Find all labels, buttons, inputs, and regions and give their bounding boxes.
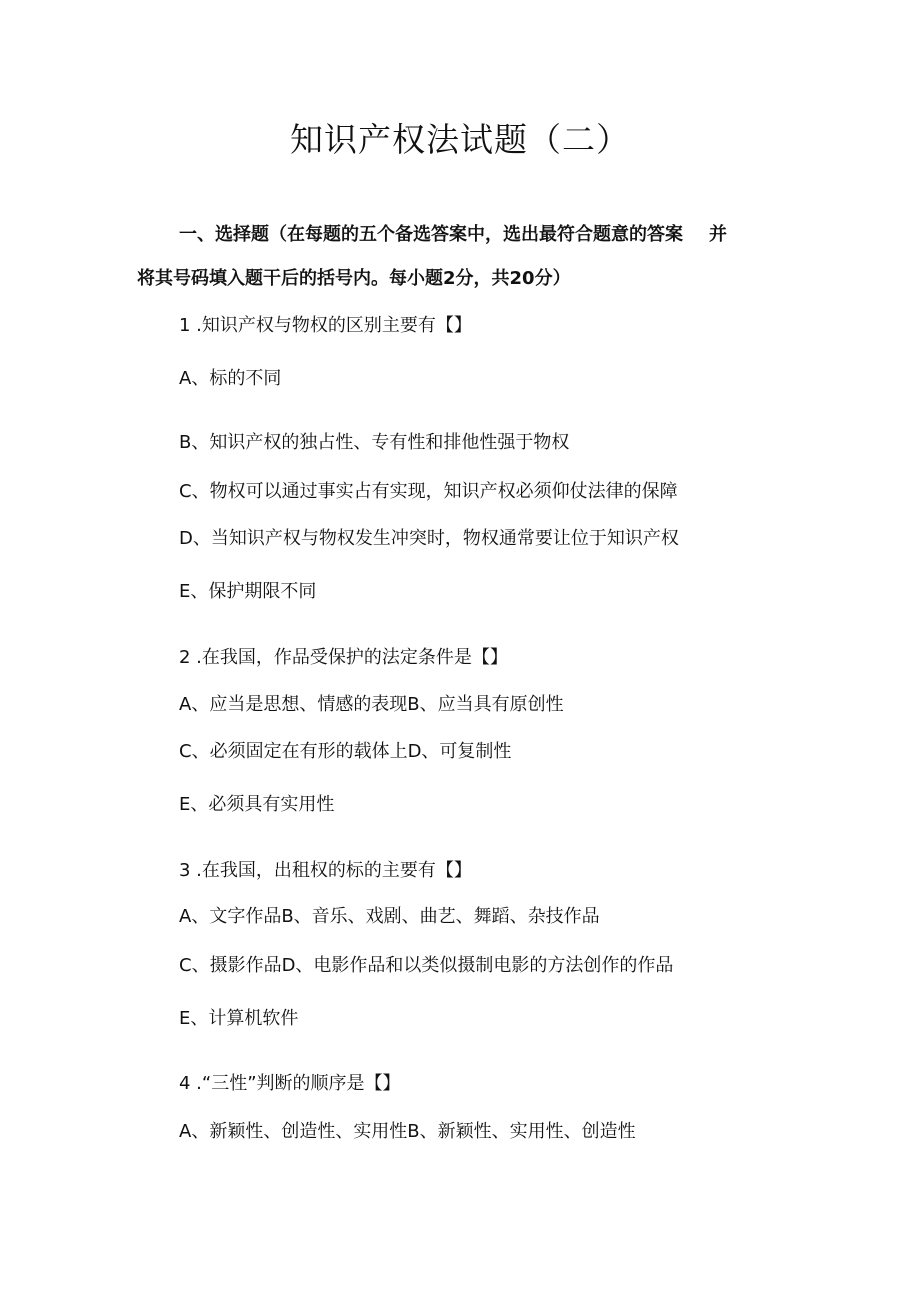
question-4-stem: 4 .“三性”判断的顺序是【】 bbox=[179, 1073, 401, 1094]
question-3-option-e: E、计算机软件 bbox=[179, 1008, 299, 1029]
document-title: 知识产权法试题（二） bbox=[290, 120, 630, 159]
question-1-option-c: C、物权可以通过事实占有实现，知识产权必须仰仗法律的保障 bbox=[179, 481, 678, 502]
question-2-option-ab: A、应当是思想、情感的表现B、应当具有原创性 bbox=[179, 694, 564, 715]
question-1-stem: 1 .知识产权与物权的区别主要有【】 bbox=[179, 315, 472, 336]
question-2-stem: 2 .在我国，作品受保护的法定条件是【】 bbox=[179, 647, 508, 668]
question-2-option-e: E、必须具有实用性 bbox=[179, 794, 335, 815]
question-1-option-b: B、知识产权的独占性、专有性和排他性强于物权 bbox=[179, 432, 570, 453]
question-2-option-cd: C、必须固定在有形的载体上D、可复制性 bbox=[179, 741, 512, 762]
question-4-option-ab: A、新颖性、创造性、实用性B、新颖性、实用性、创造性 bbox=[179, 1121, 636, 1142]
section-heading-text: 一、选择题（在每题的五个备选答案中，选出最符合题意的答案 bbox=[179, 224, 683, 245]
section-heading-tail: 并 bbox=[709, 224, 727, 245]
question-1-option-a: A、标的不同 bbox=[179, 368, 282, 389]
question-3-option-cd: C、摄影作品D、电影作品和以类似摄制电影的方法创作的作品 bbox=[179, 955, 674, 976]
section-heading-line-1 bbox=[179, 221, 727, 249]
question-1-option-d: D、当知识产权与物权发生冲突时，物权通常要让位于知识产权 bbox=[179, 528, 679, 549]
question-3-stem: 3 .在我国，出租权的标的主要有【】 bbox=[179, 860, 472, 881]
section-heading-line-2: 将其号码填入题干后的括号内。每小题2分，共20分） bbox=[137, 268, 571, 289]
question-3-option-ab: A、文字作品B、音乐、戏剧、曲艺、舞蹈、杂技作品 bbox=[179, 906, 600, 927]
question-1-option-e: E、保护期限不同 bbox=[179, 581, 317, 602]
